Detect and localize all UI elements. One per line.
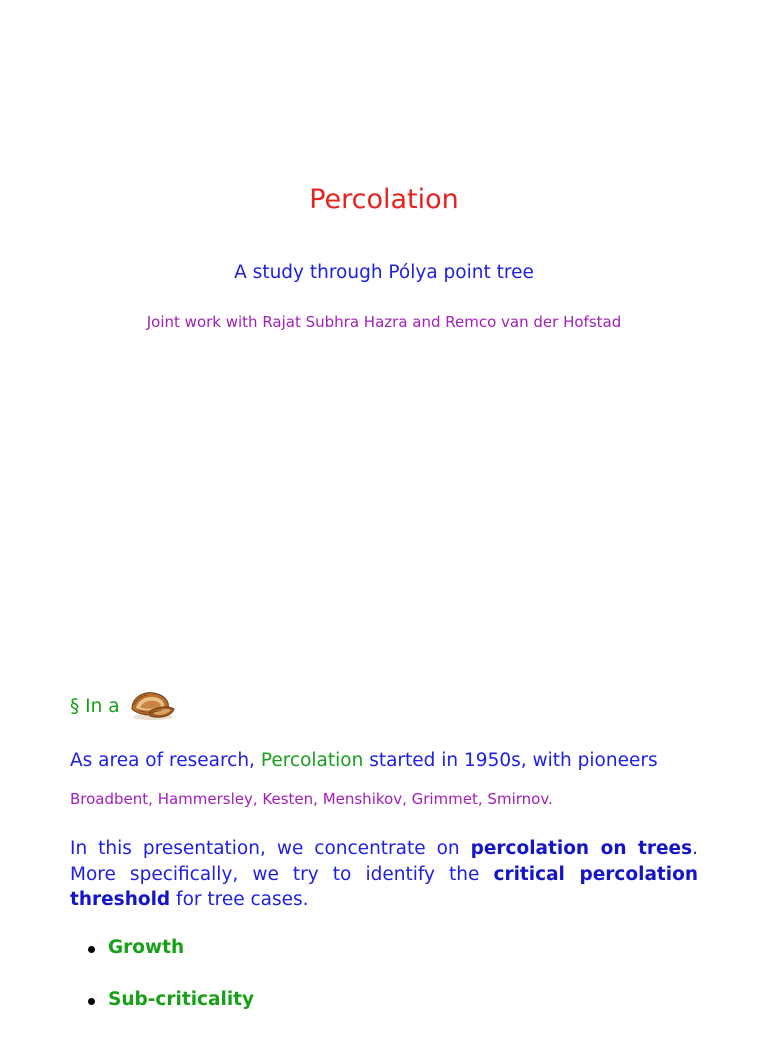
section-text: In a xyxy=(85,695,120,717)
section-heading xyxy=(70,686,176,726)
paragraph-bold2: critical percolation threshold xyxy=(70,863,699,910)
authors-line: Joint work with Rajat Subhra Hazra and Remco van der Hofstad xyxy=(146,313,622,331)
intro-part1: As area of research, xyxy=(70,750,261,771)
paragraph-part2: . More specifically, we try to identify the xyxy=(70,838,698,885)
intro-line xyxy=(70,750,700,771)
intro-part2: started in 1950s, with pioneers xyxy=(363,750,658,771)
intro-highlight: Percolation xyxy=(260,750,364,771)
section-symbol: § xyxy=(70,695,80,717)
bullet-list xyxy=(70,937,254,1041)
paragraph-part1: In this presentation, we concentrate on xyxy=(70,838,471,859)
list-item xyxy=(70,989,254,1041)
list-item xyxy=(70,937,254,989)
bullet-dot-icon xyxy=(88,946,95,953)
presentation-paragraph xyxy=(70,836,698,913)
pioneers-line: Broadbent, Hammersley, Kesten, Menshikov, Grimmet, Smirnov. xyxy=(70,790,553,808)
bullet-label: Sub-criticality xyxy=(108,989,255,1010)
bullet-dot-icon xyxy=(88,998,95,1005)
paragraph-bold1: percolation on trees xyxy=(470,838,693,859)
nutshell-icon xyxy=(128,689,176,723)
slide-title: Percolation xyxy=(309,184,459,215)
bullet-label: Growth xyxy=(108,937,185,958)
paragraph-part3: for tree cases. xyxy=(170,889,309,910)
slide-subtitle: A study through Pólya point tree xyxy=(234,262,534,283)
